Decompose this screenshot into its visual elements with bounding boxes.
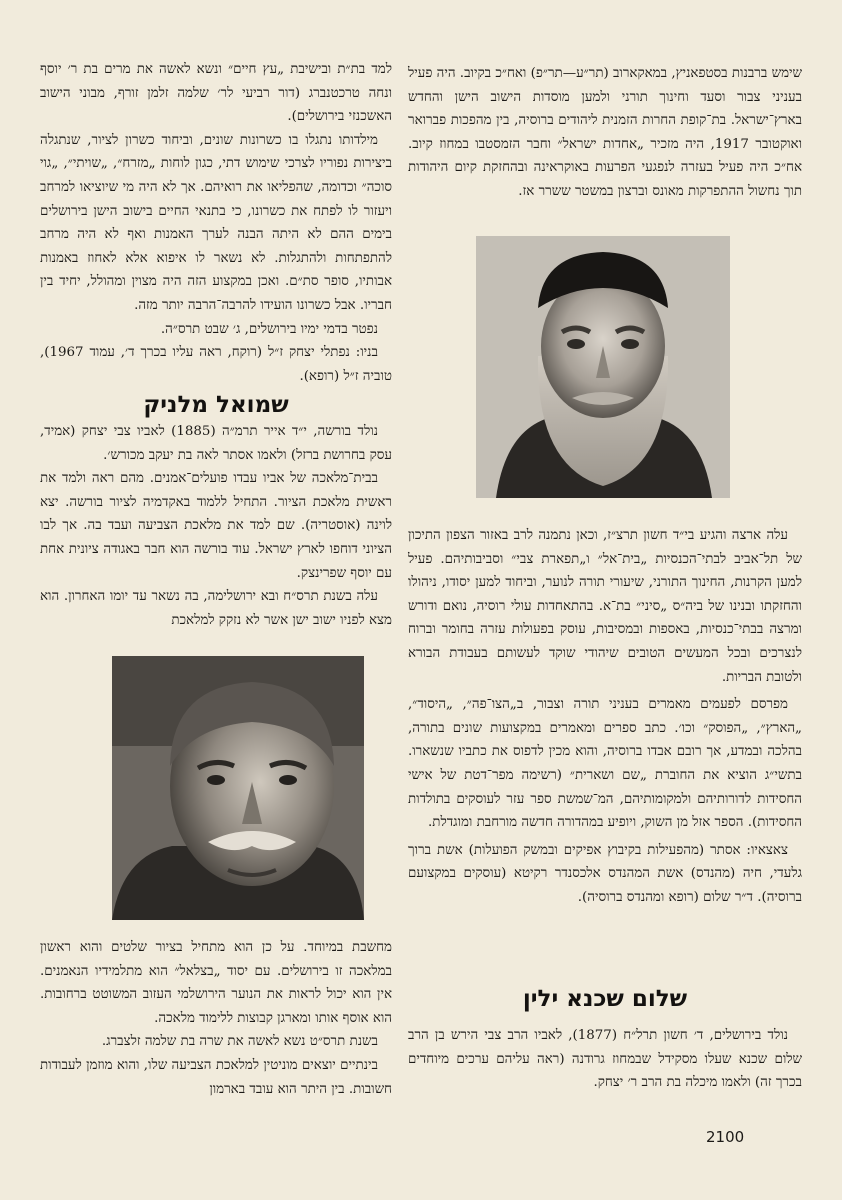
- paragraph: מפרסם לפעמים מאמרים בעניני תורה וצבור, ב„הצו־פה״, „היסוד״, „הארץ״, „הפוסק״ וכו׳. כתב ספרים ומאמרים במקצועות שונים בתורה, בהלכה ובמדע, אך רובם אבדו ברוסיה, והוא מכין לדפוס את כתביו שנשארו. בתשי״ג הוציא את החוברת „שם ושארית״ (רשימה מפר־דטת של אישי החסידות לדורותיהם ולמקומותיהם, המ־שמשת ספר עזר לעוסקים בתולדות החסידות). הספר אזל מן השוק, ויופיע במהדורה חדשה מורחבת ומוגדלת.: [408, 697, 802, 831]
- portrait-photo-painter: [112, 656, 364, 920]
- paragraph: בשנת תרס״ט נשא לאשה את שרה בת שלמה זלצברג.: [101, 1034, 378, 1050]
- entry-heading: שמואל מלניק: [143, 392, 289, 418]
- entry-heading: שלום שכנא ילין: [522, 986, 688, 1012]
- paragraph: למד בת״ת ובישיבת „עץ חיים״ ונשא לאשה את מרים בת ר׳ יוסף ונחה טרכטנברג (דור רביעי לר׳ שלמה זלמן זורף, מבוני הישוב האשכנזי בירושלים).: [40, 62, 392, 125]
- paragraph: בניו: נפתלי יצחק ז״ל (רוקח, ראה עליו בכרך ד׳, עמוד 1967), טוביה ז״ל (רופא).: [40, 345, 392, 384]
- right-column-top-text: [408, 62, 802, 204]
- portrait-photo-rabbi: [476, 236, 730, 498]
- paragraph: עלה בשנת תרס״ח ובא ירושלימה, בה נשאר עד יומו האחרון. הוא מצא לפניו ישוב ישן אשר לא נזקק למלאכת: [40, 589, 392, 628]
- paragraph: נפטר בדמי ימיו בירושלים, ג׳ שבט תרס״ה.: [160, 321, 378, 337]
- paragraph: עלה ארצה והגיע בי״ד חשון תרצ״ז, וכאן נתמנה לרב באזור הצפון התיכון של תל־אביב לבתי־הכנסיות „בית־אל״ ו„תפארת צבי״ וסביבותיהם. פעיל למען הקרנות, החינוך התורני, שיעורי תורה לנוער, וביחוד למען יסודו, ניהולו והחזקתו ובנינו של ביה״ס „סיני״ בת־א. בהתאחדות עולי רוסיה, נואם ודורש ומרצה בבתי־כנסיות, באספות ובמסיבות, עוסק בפעולות עזרה בחומר וברוח לנצרכים ובכל המעשים הטובים שיהודי שוקד לעשותם בעבודת הבורא ולטובת הבריות.: [408, 528, 802, 685]
- paragraph: בבית־מלאכה של אביו עבדו פועלים־אמנים. מהם ראה ולמד את ראשית מלאכת הציור. התחיל ללמוד באקדמיה לציור בורשה. יצא לוינה (אוסטריה). שם למד את מלאכת הצביעה ועבד בה. אך לבו הציוני דוחפו לארץ ישראל. עוד בורשה הוא חבר באגודה ציונית אחת עם יוסף שפרינצק.: [40, 471, 392, 581]
- paragraph: שימש ברבנות בסטפאניץ, במאקארוב (תר״ע—תר״פ) ואח״כ בקיוב. היה פעיל בעניני צבור וסעד וחינוך תורני ולמען מוסדות הישוב הישן והחדש בארץ־ישראל. בת־קופת החרות הזמנית ליהודים ברוסיה, בין מהפכות פברואר ואוקטובר 1917, היה מזכיר „אחדות ישראל״ וחבר הזמסטבו במחוז קיוב. אח״כ היה פעיל בעזרה לנפגעי הפרעות באוקראינה ובהחזקת קיום היהודות תוך נחשול ההתפרקות מאונס וברצון במשטר ששרר אז.: [408, 66, 803, 199]
- right-column-bottom-text: [408, 1024, 802, 1095]
- paragraph: צאצאיו: אסתר (מהפעילות בקיבוץ אפיקים ובמשק הפועלות) אשת ברוך גלעדי, חיה (מהנדס) אשת המהנדס אלכסנדר רקיטא (עוסקים במקצועם ברוסיה). ד״ר שלום (רופא ומהנדס ברוסיה).: [408, 842, 802, 905]
- paragraph: נולד בורשה, י״ד אייר תרמ״ה (1885) לאביו צבי יצחק (אמיד, עסק בחרושת ברזל) ולאמו אסתר לאה בת יעקב מכורש׳.: [40, 424, 392, 463]
- paragraph: נולד בירושלים, ד׳ חשון תרל״ח (1877), לאביו הרב צבי הירש בן הרב שלום שכנא שעלו מסקידל שבמחוז גרודנה (ראה עליהם ערכים מיוחדים בכרך זה) ולאמו מיכלה בת הרב ר׳ יצחק.: [408, 1028, 802, 1091]
- paragraph: מילדותו נתגלו בו כשרונות שונים, וביחוד כשרון לציור, שנתגלה ביצירות נפוריו לצרכי שימוש דתי, כגון לוחות „מזרח״, „שויתי״, „גוי סוכה״ וכדומה, שהפליאו את רואיהם. אך לא היה מי שיוציאו למרחב ויעזור לו לפתח את כשרונו, כי בתנאי החיים בישוב הישן בירושלים בימים ההם לא היתה הבנה לערך האמנות ואף לא היה מרחב להתפתחות ולהתגלות. לא נשאר לו איפוא אלא לאחוז באמנות אבותיו, סופר סת״ם. ואכן במקצוע הזה היה מצוין ומהולל, יחיד בין חבריו. אבל כשרונו הועידו להרבה־הרבה יותר מזה.: [40, 132, 392, 313]
- left-column-top-text: [40, 58, 392, 388]
- left-column-mid-text: [40, 420, 392, 632]
- paragraph: בינתיים יוצאים מוניטין למלאכת הצביעה שלו, והוא מוזמן לעבודות חשובות. בין היתר הוא עובד בארמון: [40, 1057, 392, 1097]
- right-column-mid-text: [408, 524, 802, 910]
- left-column-bottom-text: [40, 936, 392, 1101]
- paragraph: מחשבת במיוחד. על כן הוא מתחיל בציור שלטים והוא ראשון במלאכה זו בירושלים. עם יסוד „בצלאל״ הוא מתלמידיו הנאמנים. אין הוא יכול לראות את הנוער הירושלמי העזוב המשוטט ברחובות. הוא אוסף אותו ומארגן קבוצות ללימוד מלאכה.: [40, 940, 392, 1026]
- page-number: 2100: [706, 1128, 745, 1146]
